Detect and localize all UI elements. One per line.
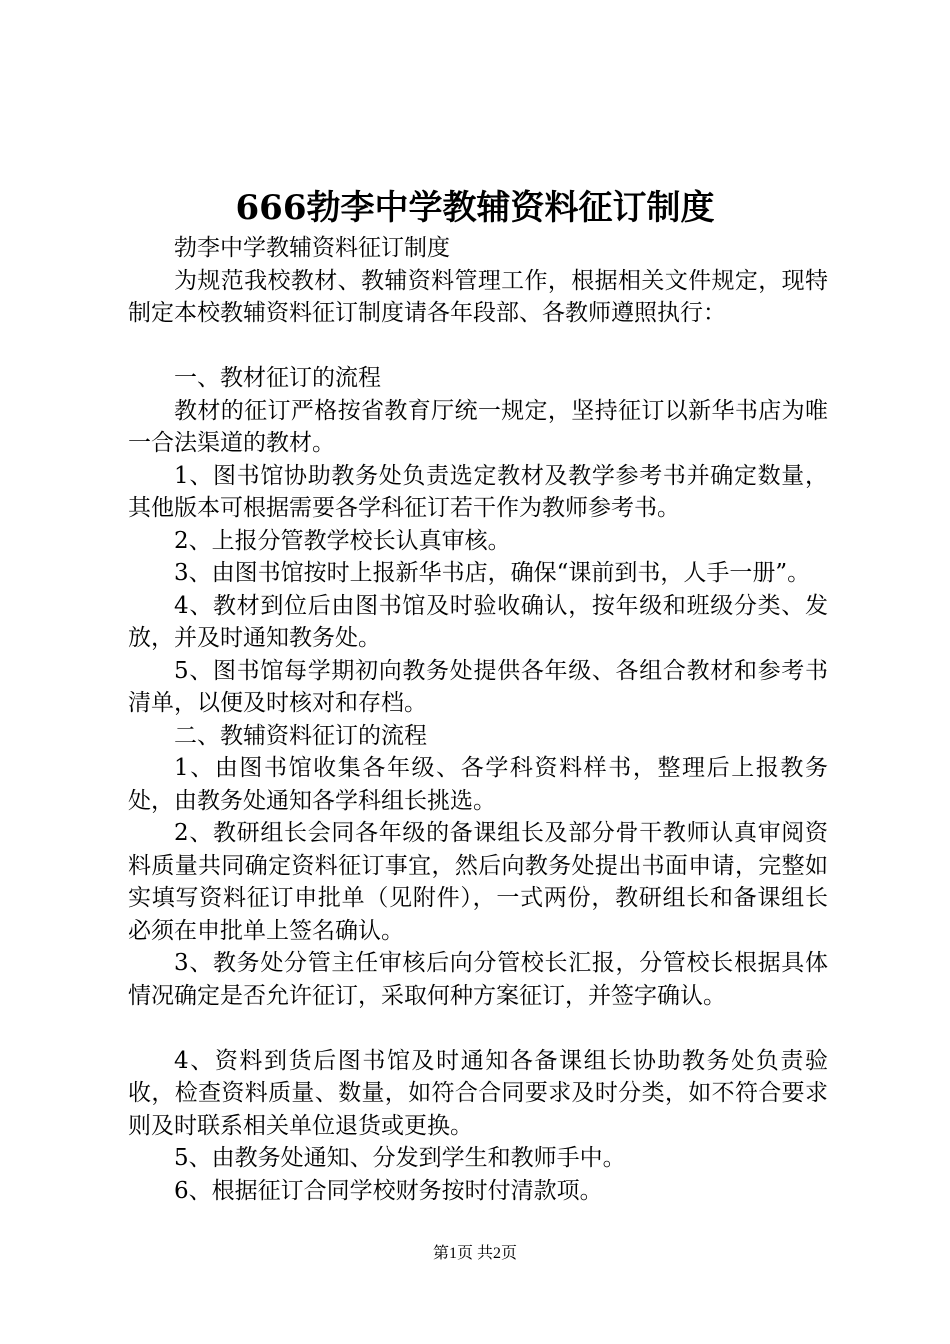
section-heading-textbook: 一、教材征订的流程: [174, 365, 381, 391]
paragraph-subtitle: 勃李中学教辅资料征订制度: [174, 235, 450, 261]
page-number-footer: 第1页 共2页: [432, 1245, 517, 1262]
list-item: 2、上报分管教学校长认真审核。: [174, 527, 511, 554]
document-body: [128, 232, 828, 1207]
list-item: 1、由图书馆收集各年级、各学科资料样书，整理后上报教务处，由教务处通知各学科组长挑选。: [128, 755, 828, 814]
paragraph: 教材的征订严格按省教育厅统一规定，坚持征订以新华书店为唯一合法渠道的教材。: [128, 397, 828, 456]
list-item: 3、由图书馆按时上报新华书店，确保“课前到书，人手一册”。: [174, 560, 811, 586]
list-item: 1、图书馆协助教务处负责选定教材及教学参考书并确定数量，其他版本可根据需要各学科征订若干作为教师参考书。: [128, 462, 828, 521]
document-title: 666勃李中学教辅资料征订制度: [235, 188, 715, 228]
list-item: 5、由教务处通知、分发到学生和教师手中。: [174, 1145, 626, 1171]
list-item: 2、教研组长会同各年级的备课组长及部分骨干教师认真审阅资料质量共同确定资料征订事宜，然后向教务处提出书面申请，完整如实填写资料征订申批单（见附件），一式两份，教研组长和备课组长必须在申批单上签名确认。: [128, 820, 828, 944]
section-heading-supplementary: 二、教辅资料征订的流程: [174, 722, 427, 749]
list-item: 4、教材到位后由图书馆及时验收确认，按年级和班级分类、发放，并及时通知教务处。: [128, 592, 828, 651]
list-item: 5、图书馆每学期初向教务处提供各年级、各组合教材和参考书清单，以便及时核对和存档。: [128, 657, 828, 716]
list-item: 6、根据征订合同学校财务按时付清款项。: [174, 1177, 603, 1204]
list-item: 3、教务处分管主任审核后向分管校长汇报，分管校长根据具体情况确定是否允许征订，采取何种方案征订，并签字确认。: [128, 950, 828, 1009]
list-item: 4、资料到货后图书馆及时通知各备课组长协助教务处负责验收，检查资料质量、数量，如符合合同要求及时分类，如不符合要求则及时联系相关单位退货或更换。: [128, 1047, 828, 1139]
paragraph-intro: 为规范我校教材、教辅资料管理工作，根据相关文件规定，现特制定本校教辅资料征订制度请各年段部、各教师遵照执行：: [128, 267, 828, 326]
